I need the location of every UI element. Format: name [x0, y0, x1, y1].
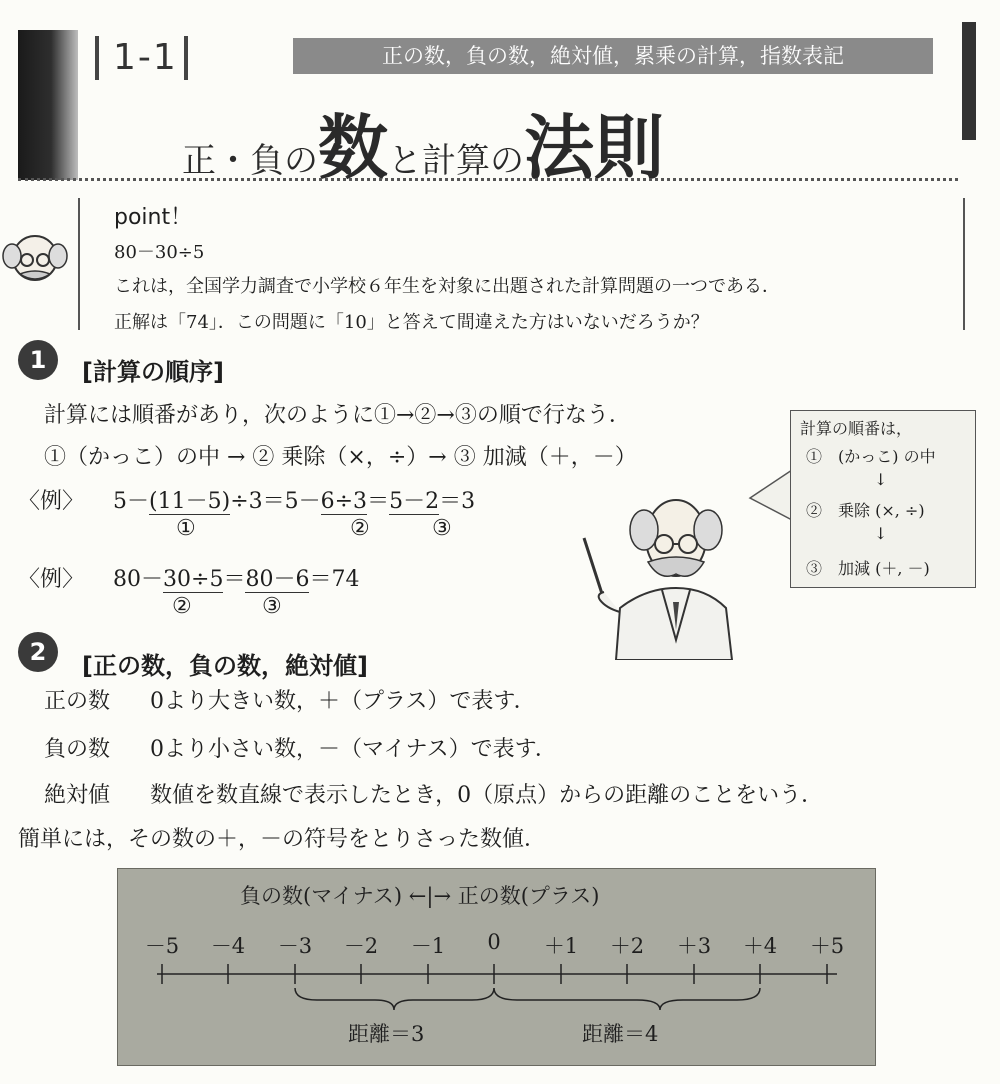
section-number-bracket — [184, 36, 188, 80]
example-2-label: 〈例〉 — [18, 567, 85, 592]
tick-label-plus-3: ＋3 — [676, 934, 712, 958]
point-box-left-border — [78, 198, 80, 330]
ex1-mark-1: ① — [176, 516, 196, 541]
ex1-part-f: 5－2 — [389, 489, 440, 514]
absolute-note: 簡単には，その数の＋，－の符号をとりさった数値． — [18, 827, 547, 852]
example-1 — [18, 484, 475, 515]
tick-label-minus-3: －3 — [277, 934, 313, 958]
point-box-right-border — [963, 198, 965, 330]
positive-text: 0より大きい数，＋（プラス）で表す． — [150, 689, 536, 714]
bubble-arrow-1: ↓ — [874, 470, 888, 489]
bubble-step-1: ① (かっこ) の中 — [806, 447, 936, 466]
page-title — [182, 92, 664, 189]
header-left-bar — [18, 30, 78, 180]
tick-label-minus-5: －5 — [144, 934, 180, 958]
ex1-part-a: 5－ — [113, 489, 150, 514]
ex1-mark-3: ③ — [432, 516, 452, 541]
number-line-axis — [117, 960, 874, 1020]
point-line-2: 正解は「74」．この問題に「10」と答えて間違えた方はいないだろうか？ — [114, 312, 709, 333]
positive-label: 正の数 — [44, 689, 111, 714]
point-expression: 80－30÷5 — [114, 242, 205, 263]
order-line: ①（かっこ）の中 → ② 乗除（×，÷）→ ③ 加減（＋，－） — [44, 445, 637, 470]
distance-left-label: 距離＝3 — [348, 1022, 425, 1046]
point-line-1: これは，全国学力調査で小学校６年生を対象に出題された計算問題の一つである． — [114, 276, 780, 297]
bubble-step-3: ③ 加減 (＋, －) — [806, 559, 930, 578]
section-2-heading: [正の数，負の数，絶対値] — [82, 652, 368, 680]
dotted-divider — [18, 178, 958, 181]
bubble-step-2: ② 乗除 (×, ÷) — [806, 501, 925, 520]
ex2-mark-2: ③ — [262, 594, 282, 619]
tick-label-0: 0 — [487, 930, 501, 954]
tick-label-minus-1: －1 — [410, 934, 446, 958]
ex2-part-d: 80－6 — [245, 567, 310, 592]
tick-label-plus-5: ＋5 — [809, 934, 845, 958]
section-2-badge: 2 — [18, 632, 58, 672]
ex1-part-b: (11－5) — [149, 489, 231, 514]
professor-face-icon — [2, 222, 68, 292]
tick-label-plus-1: ＋1 — [543, 934, 579, 958]
tick-label-plus-2: ＋2 — [609, 934, 645, 958]
ex1-part-e: ＝ — [367, 489, 390, 514]
ex2-mark-1: ② — [172, 594, 192, 619]
ex2-part-e: ＝74 — [309, 567, 360, 592]
title-part-4: 法則 — [524, 107, 664, 189]
tick-label-minus-2: －2 — [343, 934, 379, 958]
section-1-badge: 1 — [18, 340, 58, 380]
professor-with-pointer-icon — [576, 490, 736, 660]
ex2-part-c: ＝ — [223, 567, 246, 592]
bubble-arrow-2: ↓ — [874, 524, 888, 543]
absolute-text: 数値を数直線で表示したとき，0（原点）からの距離のことをいう． — [150, 783, 824, 808]
title-part-2: 数 — [318, 107, 388, 189]
example-2 — [18, 562, 359, 593]
ex1-part-g: ＝3 — [439, 489, 476, 514]
title-part-1: 正・負の — [182, 141, 318, 181]
ex1-part-d: 6÷3 — [320, 489, 368, 514]
order-intro: 計算には順番があり，次のように①→②→③の順で行なう． — [44, 403, 631, 428]
distance-right-label: 距離＝4 — [582, 1022, 659, 1046]
example-1-label: 〈例〉 — [18, 489, 85, 514]
negative-text: 0より小さい数，－（マイナス）で表す． — [150, 737, 557, 762]
section-1-heading: [計算の順序] — [82, 358, 224, 386]
header-right-bar — [962, 22, 976, 140]
ex2-part-a: 80－ — [113, 567, 164, 592]
absolute-label: 絶対値 — [44, 783, 111, 808]
bubble-title: 計算の順番は， — [800, 419, 913, 438]
number-line-title: 負の数(マイナス) ←|→ 正の数(プラス) — [240, 884, 600, 908]
ex1-part-c: ÷3＝5－ — [230, 489, 321, 514]
tick-label-plus-4: ＋4 — [742, 934, 778, 958]
topic-bar: 正の数，負の数，絶対値，累乗の計算，指数表記 — [293, 38, 933, 74]
title-part-3: と計算の — [388, 141, 524, 181]
tick-label-minus-4: －4 — [210, 934, 246, 958]
section-number: 1-1 — [95, 36, 188, 80]
bubble-tail — [748, 466, 794, 526]
ex2-part-b: 30÷5 — [163, 567, 224, 592]
point-title: point！ — [114, 205, 193, 230]
negative-label: 負の数 — [44, 737, 111, 762]
ex1-mark-2: ② — [350, 516, 370, 541]
